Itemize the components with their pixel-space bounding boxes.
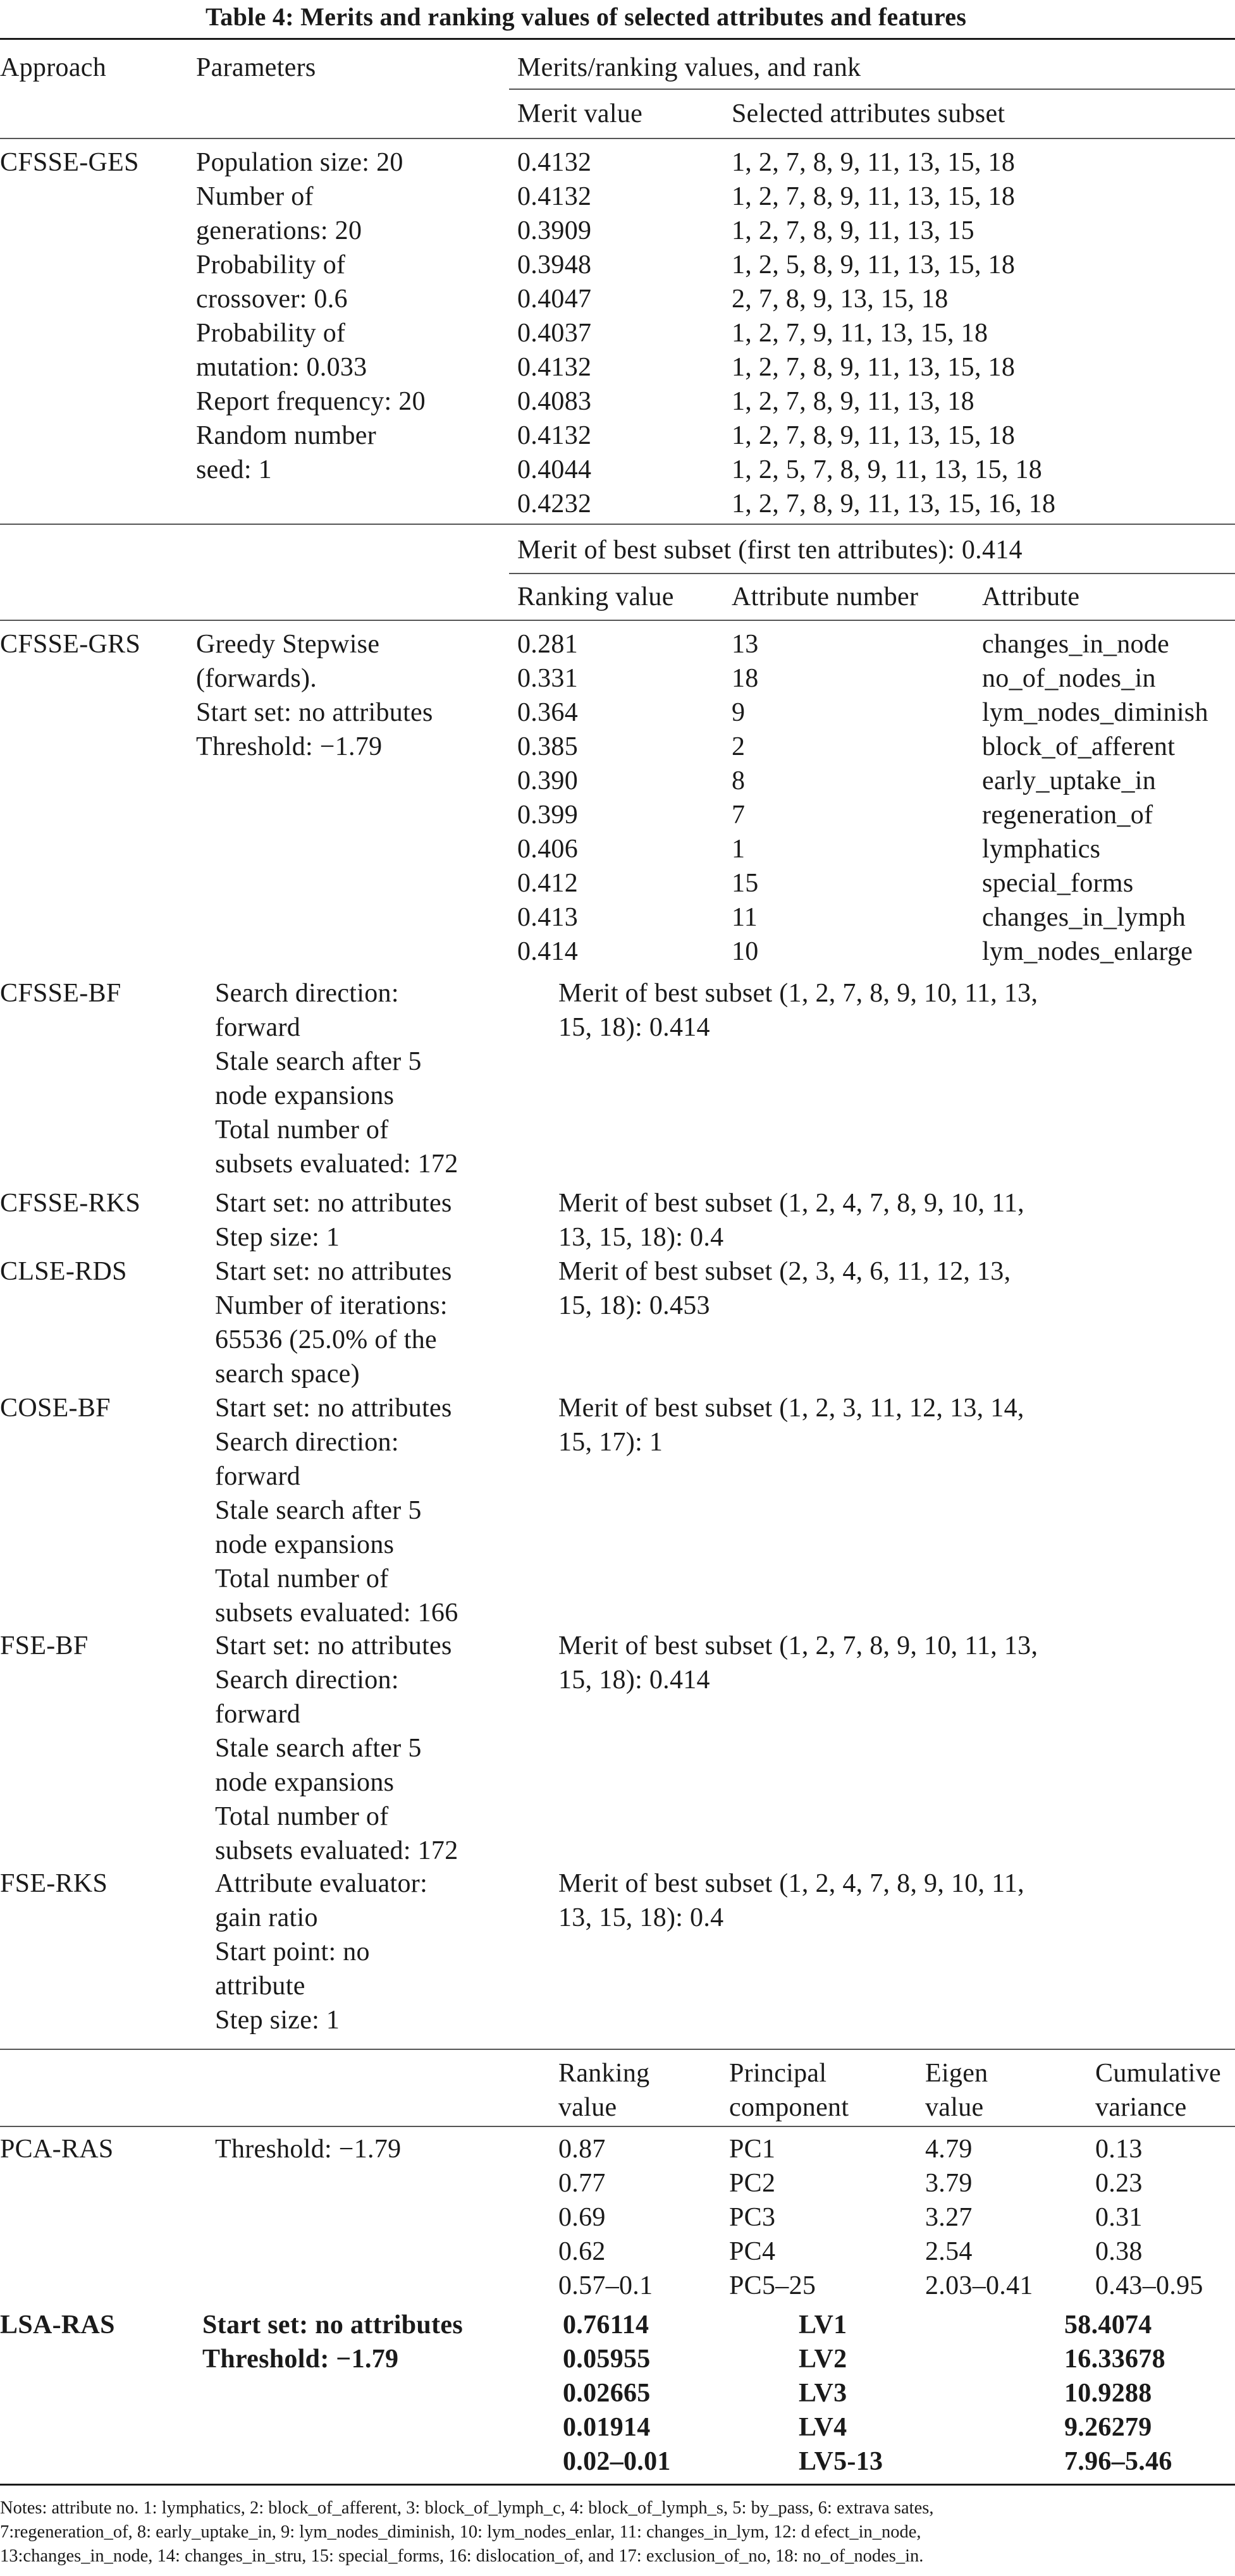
- top-rule: [0, 38, 1235, 40]
- merit-value: 0.4047: [517, 285, 592, 314]
- attribute-name: no_of_nodes_in: [982, 664, 1156, 693]
- attribute-subset: 1, 2, 7, 8, 9, 11, 13, 15: [732, 216, 974, 245]
- pca-header-cumulative: Cumulative: [1095, 2059, 1221, 2088]
- approach-name: PCA-RAS: [0, 2135, 114, 2164]
- parameter-line: node expansions: [215, 1768, 395, 1797]
- attribute-subset: 1, 2, 7, 8, 9, 11, 13, 18: [732, 387, 974, 416]
- attribute-subset: 1, 2, 7, 8, 9, 11, 13, 15, 18: [732, 353, 1016, 382]
- grs-subrule: [509, 573, 1235, 574]
- attribute-name: lymphatics: [982, 835, 1101, 864]
- attribute-number: 13: [732, 630, 759, 659]
- variance-value: 16.33678: [1064, 2345, 1165, 2374]
- attribute-subset: 1, 2, 7, 8, 9, 11, 13, 15, 18: [732, 182, 1016, 211]
- variance-value: 7.96–5.46: [1064, 2447, 1172, 2476]
- parameter-line: Total number of: [215, 1564, 389, 1593]
- parameter-line: Start set: no attributes: [215, 1394, 452, 1423]
- parameter-line: crossover: 0.6: [196, 285, 348, 314]
- approach-name: CFSSE-GES: [0, 148, 139, 177]
- cumulative-variance: 0.38: [1095, 2237, 1143, 2266]
- parameter-line: Search direction:: [215, 1665, 399, 1695]
- header-rule: [0, 138, 1235, 139]
- parameter-line: Total number of: [215, 1802, 389, 1831]
- header-ranking-value: Ranking value: [517, 582, 674, 611]
- parameter-line: Start set: no attributes: [215, 1631, 452, 1660]
- parameter-line: Threshold: −1.79: [196, 732, 383, 761]
- cumulative-variance: 0.31: [1095, 2203, 1143, 2232]
- header-approach: Approach: [0, 53, 107, 82]
- parameter-line: Search direction:: [215, 1428, 399, 1457]
- latent-variable: LV3: [799, 2379, 847, 2408]
- eigen-value: 3.79: [925, 2169, 973, 2198]
- latent-variable: LV5-13: [799, 2447, 883, 2476]
- attribute-name: regeneration_of: [982, 800, 1153, 830]
- attribute-number: 10: [732, 937, 759, 966]
- notes-line: 13:changes_in_node, 14: changes_in_stru, 15: special_forms, 16: dislocation_of, and 17: exclusion_of_no, 18: no_of_nodes_in.: [0, 2546, 924, 2566]
- ranking-value: 0.331: [517, 664, 578, 693]
- parameter-line: Probability of: [196, 319, 346, 348]
- attribute-name: lym_nodes_diminish: [982, 698, 1208, 727]
- attribute-name: lym_nodes_enlarge: [982, 937, 1193, 966]
- attribute-subset: 1, 2, 7, 9, 11, 13, 15, 18: [732, 319, 988, 348]
- principal-component: PC2: [729, 2169, 776, 2198]
- parameter-line: subsets evaluated: 172: [215, 1836, 458, 1865]
- header-parameters: Parameters: [196, 53, 316, 82]
- ranking-value: 0.385: [517, 732, 578, 761]
- attribute-name: block_of_afferent: [982, 732, 1176, 761]
- best-subset-merit: Merit of best subset (first ten attributes): 0.414: [517, 536, 1023, 565]
- pca-header-eigen: Eigen: [925, 2059, 988, 2088]
- merit-value: 0.4083: [517, 387, 592, 416]
- table-notes: [0, 2496, 1230, 2568]
- pca-header-ranking: value: [558, 2093, 617, 2122]
- parameter-line: Step size: 1: [215, 1223, 340, 1252]
- parameter-line: mutation: 0.033: [196, 353, 367, 382]
- header-merit-value: Merit value: [517, 99, 643, 128]
- ranking-value: 0.414: [517, 937, 578, 966]
- parameter-line: Greedy Stepwise: [196, 630, 380, 659]
- attribute-subset: 1, 2, 7, 8, 9, 11, 13, 15, 18: [732, 421, 1016, 450]
- ranking-value: 0.62: [558, 2237, 606, 2266]
- ranking-value: 0.281: [517, 630, 578, 659]
- merit-summary: 13, 15, 18): 0.4: [558, 1223, 724, 1252]
- attribute-subset: 2, 7, 8, 9, 13, 15, 18: [732, 285, 949, 314]
- approach-name: CFSSE-RKS: [0, 1189, 141, 1218]
- merit-summary: Merit of best subset (1, 2, 7, 8, 9, 10, 11, 13,: [558, 1631, 1038, 1660]
- parameter-line: Number of iterations:: [215, 1291, 448, 1320]
- ranking-value: 0.02665: [563, 2379, 651, 2408]
- merit-summary: Merit of best subset (1, 2, 3, 11, 12, 13, 14,: [558, 1394, 1024, 1423]
- section-rule: [0, 524, 1235, 525]
- merit-value: 0.3948: [517, 250, 592, 279]
- merit-value: 0.4132: [517, 421, 592, 450]
- principal-component: PC1: [729, 2135, 776, 2164]
- parameter-line: seed: 1: [196, 455, 272, 484]
- merit-summary: 15, 17): 1: [558, 1428, 663, 1457]
- principal-component: PC5–25: [729, 2271, 816, 2300]
- parameter-line: (forwards).: [196, 664, 317, 693]
- pca-header-cumulative: variance: [1095, 2093, 1187, 2122]
- ranking-value: 0.364: [517, 698, 578, 727]
- ranking-value: 0.76114: [563, 2310, 649, 2340]
- attribute-subset: 1, 2, 7, 8, 9, 11, 13, 15, 16, 18: [732, 489, 1056, 518]
- merit-value: 0.4037: [517, 319, 592, 348]
- ranking-value: 0.413: [517, 903, 578, 932]
- merit-value: 0.4132: [517, 182, 592, 211]
- approach-name: CFSSE-GRS: [0, 630, 141, 659]
- attribute-name: early_uptake_in: [982, 766, 1157, 795]
- section-rule: [0, 2049, 1235, 2050]
- latent-variable: LV1: [799, 2310, 847, 2340]
- section-rule: [0, 620, 1235, 621]
- parameter-line: node expansions: [215, 1081, 395, 1110]
- section-rule: [0, 2126, 1235, 2127]
- ranking-value: 0.399: [517, 800, 578, 830]
- approach-name: CFSSE-BF: [0, 979, 121, 1008]
- attribute-number: 11: [732, 903, 758, 932]
- merit-summary: Merit of best subset (2, 3, 4, 6, 11, 12, 13,: [558, 1257, 1011, 1286]
- ranking-value: 0.02–0.01: [563, 2447, 671, 2476]
- merit-summary: 13, 15, 18): 0.4: [558, 1903, 724, 1932]
- parameter-line: Start set: no attributes: [196, 698, 433, 727]
- attribute-subset: 1, 2, 7, 8, 9, 11, 13, 15, 18: [732, 148, 1016, 177]
- approach-name: LSA-RAS: [0, 2310, 115, 2340]
- parameter-line: attribute: [215, 1972, 305, 2001]
- attribute-name: changes_in_lymph: [982, 903, 1186, 932]
- notes-line: 7:regeneration_of, 8: early_uptake_in, 9: lym_nodes_diminish, 10: lym_nodes_enlar, 11: changes_in_lym, 12: d efect_in_node,: [0, 2522, 921, 2542]
- variance-value: 10.9288: [1064, 2379, 1152, 2408]
- table-caption: Table 4: Merits and ranking values of selected attributes and features: [206, 3, 967, 31]
- eigen-value: 2.54: [925, 2237, 973, 2266]
- parameter-line: forward: [215, 1462, 301, 1491]
- principal-component: PC3: [729, 2203, 776, 2232]
- parameter-line: Report frequency: 20: [196, 387, 426, 416]
- merit-summary: Merit of best subset (1, 2, 7, 8, 9, 10, 11, 13,: [558, 979, 1038, 1008]
- eigen-value: 2.03–0.41: [925, 2271, 1033, 2300]
- attribute-name: special_forms: [982, 869, 1134, 898]
- parameter-line: Search direction:: [215, 979, 399, 1008]
- merit-value: 0.3909: [517, 216, 592, 245]
- merit-value: 0.4232: [517, 489, 592, 518]
- parameter-line: Probability of: [196, 250, 346, 279]
- approach-name: COSE-BF: [0, 1394, 111, 1423]
- attribute-number: 2: [732, 732, 746, 761]
- parameter-line: Threshold: −1.79: [215, 2135, 402, 2164]
- bottom-rule: [0, 2484, 1235, 2486]
- attribute-name: changes_in_node: [982, 630, 1170, 659]
- parameter-line: forward: [215, 1700, 301, 1729]
- parameter-line: Stale search after 5: [215, 1496, 422, 1525]
- ranking-value: 0.412: [517, 869, 578, 898]
- parameter-line: Threshold: −1.79: [202, 2345, 399, 2374]
- variance-value: 9.26279: [1064, 2413, 1152, 2442]
- header-attribute: Attribute: [982, 582, 1080, 611]
- ranking-value: 0.77: [558, 2169, 606, 2198]
- parameter-line: Stale search after 5: [215, 1047, 422, 1076]
- ranking-value: 0.69: [558, 2203, 606, 2232]
- attribute-number: 9: [732, 698, 746, 727]
- attribute-number: 1: [732, 835, 746, 864]
- parameter-line: Number of: [196, 182, 314, 211]
- parameter-line: Attribute evaluator:: [215, 1869, 428, 1898]
- ranking-value: 0.390: [517, 766, 578, 795]
- parameter-line: 65536 (25.0% of the: [215, 1325, 437, 1354]
- parameter-line: search space): [215, 1359, 360, 1389]
- ranking-value: 0.87: [558, 2135, 606, 2164]
- parameter-line: Start set: no attributes: [202, 2310, 463, 2340]
- attribute-subset: 1, 2, 5, 8, 9, 11, 13, 15, 18: [732, 250, 1016, 279]
- merit-value: 0.4132: [517, 148, 592, 177]
- cumulative-variance: 0.43–0.95: [1095, 2271, 1203, 2300]
- ranking-value: 0.406: [517, 835, 578, 864]
- eigen-value: 3.27: [925, 2203, 973, 2232]
- attribute-number: 8: [732, 766, 746, 795]
- principal-component: PC4: [729, 2237, 776, 2266]
- ranking-value: 0.05955: [563, 2345, 651, 2374]
- ranking-value: 0.01914: [563, 2413, 651, 2442]
- parameter-line: subsets evaluated: 172: [215, 1150, 458, 1179]
- pca-header-eigen: value: [925, 2093, 984, 2122]
- header-attribute-number: Attribute number: [732, 582, 919, 611]
- parameter-line: Start set: no attributes: [215, 1189, 452, 1218]
- parameter-line: Start set: no attributes: [215, 1257, 452, 1286]
- attribute-number: 7: [732, 800, 746, 830]
- parameter-line: Start point: no: [215, 1937, 370, 1966]
- approach-name: FSE-BF: [0, 1631, 89, 1660]
- merit-value: 0.4132: [517, 353, 592, 382]
- cumulative-variance: 0.23: [1095, 2169, 1143, 2198]
- parameter-line: forward: [215, 1013, 301, 1042]
- header-merits: Merits/ranking values, and rank: [517, 53, 861, 82]
- variance-value: 58.4074: [1064, 2310, 1152, 2340]
- approach-name: FSE-RKS: [0, 1869, 108, 1898]
- header-subrule: [509, 89, 1235, 90]
- merit-summary: 15, 18): 0.453: [558, 1291, 710, 1320]
- parameter-line: Stale search after 5: [215, 1734, 422, 1763]
- header-selected-subset: Selected attributes subset: [732, 99, 1005, 128]
- merit-summary: 15, 18): 0.414: [558, 1665, 710, 1695]
- latent-variable: LV4: [799, 2413, 847, 2442]
- parameter-line: Population size: 20: [196, 148, 403, 177]
- parameter-line: Random number: [196, 421, 377, 450]
- attribute-subset: 1, 2, 5, 7, 8, 9, 11, 13, 15, 18: [732, 455, 1043, 484]
- pca-header-ranking: Ranking: [558, 2059, 650, 2088]
- pca-header-component: Principal: [729, 2059, 827, 2088]
- parameter-line: Step size: 1: [215, 2006, 340, 2035]
- parameter-line: subsets evaluated: 166: [215, 1598, 458, 1628]
- merit-summary: 15, 18): 0.414: [558, 1013, 710, 1042]
- attribute-number: 15: [732, 869, 759, 898]
- merit-summary: Merit of best subset (1, 2, 4, 7, 8, 9, 10, 11,: [558, 1189, 1024, 1218]
- approach-name: CLSE-RDS: [0, 1257, 127, 1286]
- pca-header-component: component: [729, 2093, 849, 2122]
- cumulative-variance: 0.13: [1095, 2135, 1143, 2164]
- eigen-value: 4.79: [925, 2135, 973, 2164]
- notes-line: Notes: attribute no. 1: lymphatics, 2: block_of_afferent, 3: block_of_lymph_c, 4: block_of_lymph_s, 5: by_pass, 6: extrava sates,: [0, 2498, 934, 2518]
- parameter-line: node expansions: [215, 1530, 395, 1559]
- merit-value: 0.4044: [517, 455, 592, 484]
- parameter-line: generations: 20: [196, 216, 362, 245]
- parameter-line: gain ratio: [215, 1903, 318, 1932]
- attribute-number: 18: [732, 664, 759, 693]
- parameter-line: Total number of: [215, 1115, 389, 1144]
- ranking-value: 0.57–0.1: [558, 2271, 653, 2300]
- merit-summary: Merit of best subset (1, 2, 4, 7, 8, 9, 10, 11,: [558, 1869, 1024, 1898]
- latent-variable: LV2: [799, 2345, 847, 2374]
